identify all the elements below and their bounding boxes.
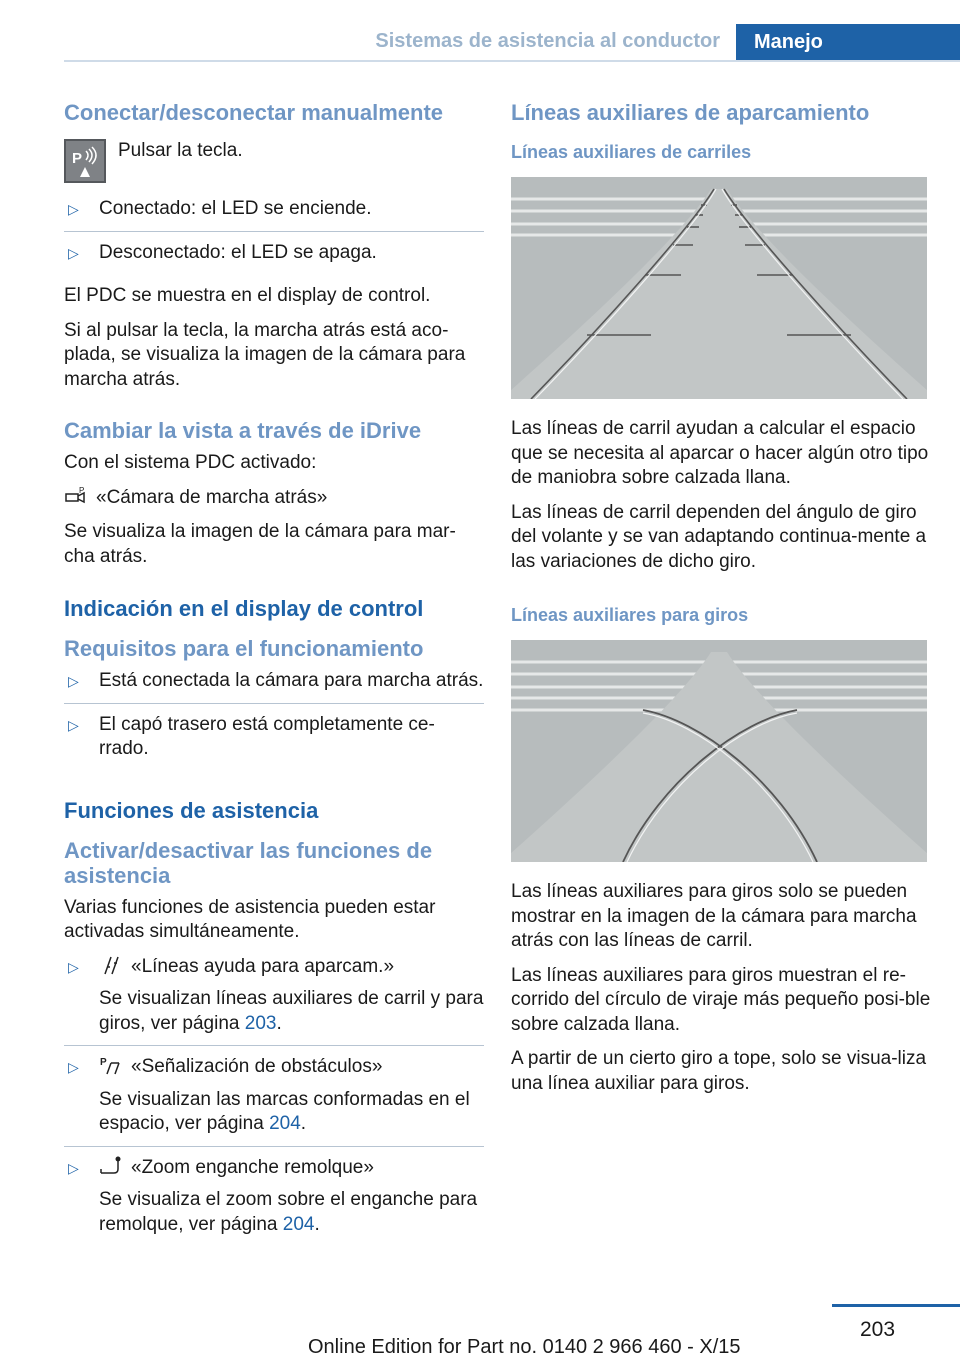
- running-header-section: Sistemas de asistencia al conductor: [375, 30, 720, 52]
- heading-lane-lines: Líneas auxiliares de carriles: [511, 142, 752, 162]
- paragraph: Con el sistema PDC activado:: [64, 452, 317, 473]
- list-item: ▷ Conectado: el LED se enciende.: [64, 197, 484, 232]
- triangle-bullet-icon: ▷: [68, 1059, 79, 1075]
- heading-idrive: Cambiar la vista a través de iDrive: [64, 418, 422, 443]
- svg-text:P: P: [72, 150, 83, 167]
- header-rule: [64, 60, 960, 62]
- svg-text:P: P: [100, 1057, 107, 1068]
- list-item: ▷ Está conectada la cámara para marcha atrás.: [64, 669, 484, 704]
- led-state-list: [64, 197, 484, 274]
- heading-display: Indicación en el display de control: [64, 596, 424, 621]
- page-number: 203: [860, 1318, 896, 1341]
- page-link[interactable]: 203: [244, 1012, 277, 1034]
- triangle-bullet-icon: ▷: [68, 716, 79, 733]
- requirements-list: [64, 669, 484, 771]
- triangle-bullet-icon: ▷: [68, 244, 79, 261]
- list-item: ▷ «Líneas ayuda para aparcam.» Se visualizan líneas auxiliares de carril y para giros, ver página 203.: [64, 955, 484, 1047]
- edition-footer: Online Edition for Part no. 0140 2 966 460 - X/15: [308, 1336, 741, 1358]
- svg-text:P: P: [79, 485, 85, 495]
- heading-functions: Funciones de asistencia: [64, 797, 319, 823]
- heading-turn-lines: Líneas auxiliares para giros: [511, 605, 749, 625]
- menu-entry: P «Cámara de marcha atrás»: [64, 486, 484, 511]
- paragraph: Las líneas auxiliares para giros solo se pueden mostrar en la imagen de la cámara para marcha atrás con las líneas de carril.: [511, 881, 917, 951]
- turn-lines-illustration: [511, 640, 927, 862]
- paragraph: A partir de un cierto giro a tope, solo se visua‐liza una línea auxiliar para giros.: [511, 1048, 927, 1094]
- footer-rule: [832, 1304, 960, 1307]
- key-text: Pulsar la tecla.: [118, 140, 243, 161]
- paragraph: Si al pulsar la tecla, la marcha atrás está aco‐plada, se visualiza la imagen de la cámara para marcha atrás.: [64, 319, 466, 390]
- rear-camera-icon: [64, 486, 88, 506]
- paragraph: Las líneas de carril dependen del ángulo de giro del volante y se van adaptando continua‐mente a las variaciones de dicho giro.: [511, 501, 927, 572]
- parking-lines-icon: [99, 955, 123, 975]
- triangle-bullet-icon: ▷: [68, 958, 79, 975]
- obstacle-marking-icon: [99, 1055, 123, 1075]
- assist-functions-list: [64, 955, 484, 1247]
- list-item: ▷ El capó trasero está completamente ce‐rrado.: [68, 713, 435, 759]
- key-instruction: [64, 139, 484, 183]
- left-column: [64, 100, 484, 1256]
- heading-manual: Conectar/desconectar manualmente: [64, 100, 444, 125]
- heading-activate: Activar/desactivar las funciones de asistencia: [64, 837, 433, 888]
- trailer-hitch-icon: [99, 1156, 123, 1176]
- page-link[interactable]: 204: [269, 1113, 301, 1134]
- chapter-tab: [736, 24, 960, 62]
- chapter-tab-label: Manejo: [754, 31, 823, 53]
- right-column: [511, 100, 931, 1106]
- heading-requirements: Requisitos para el funcionamiento: [64, 636, 424, 661]
- paragraph: Las líneas auxiliares para giros muestran el re‐corrido del círculo de viraje más pequeño posi‐ble sobre calzada llana.: [511, 964, 931, 1035]
- paragraph: El PDC se muestra en el display de control.: [64, 285, 431, 306]
- list-item: ▷ Desconectado: el LED se apaga.: [64, 241, 484, 275]
- paragraph: Varias funciones de asistencia pueden estar activadas simultáneamente.: [64, 896, 436, 942]
- lane-lines-illustration: [511, 177, 927, 399]
- page-link[interactable]: 204: [282, 1213, 315, 1235]
- triangle-bullet-icon: ▷: [68, 673, 79, 689]
- paragraph: Las líneas de carril ayudan a calcular el espacio que se necesita al aparcar o hacer algún otro tipo de maniobra sobre calzada llana.: [511, 418, 929, 488]
- paragraph: Se visualiza la imagen de la cámara para mar‐cha atrás.: [64, 521, 456, 567]
- parking-sensor-key-icon: [64, 139, 106, 183]
- heading-parking-lines: Líneas auxiliares de aparcamiento: [511, 100, 870, 125]
- triangle-bullet-icon: ▷: [68, 1159, 79, 1176]
- list-item: ▷ «Zoom enganche remolque» Se visualiza el zoom sobre el enganche para remolque, ver página 204.: [68, 1156, 478, 1235]
- list-item: ▷ P «Señalización de obstáculos» Se visualizan las marcas conformadas en el espacio, ver página 204.: [64, 1055, 484, 1147]
- triangle-bullet-icon: ▷: [68, 201, 79, 217]
